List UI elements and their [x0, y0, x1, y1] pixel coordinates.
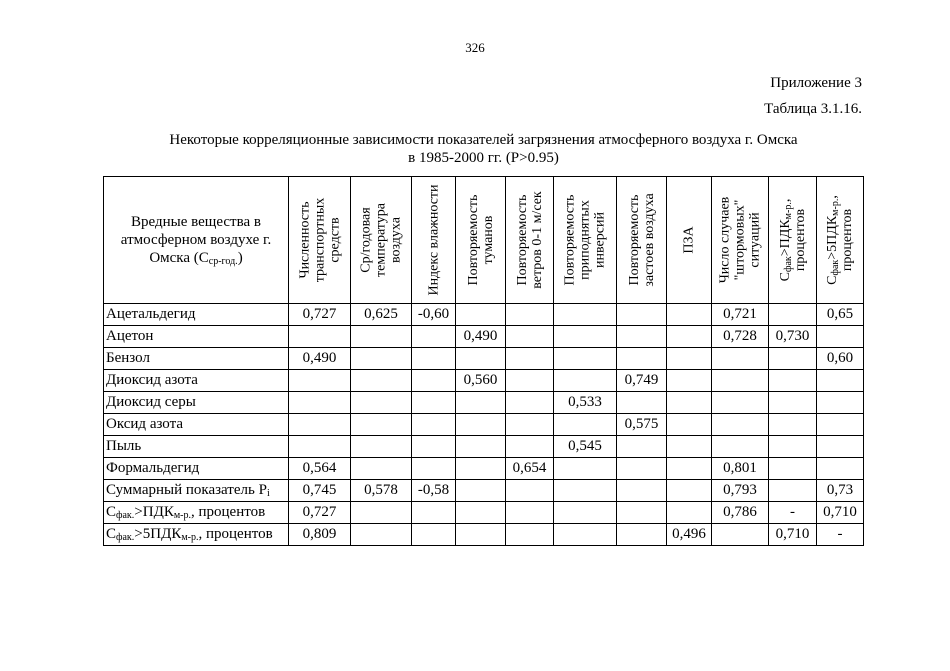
table-cell	[412, 414, 456, 436]
table-cell	[554, 348, 617, 370]
table-cell	[667, 304, 712, 326]
table-cell	[617, 392, 667, 414]
table-cell	[412, 348, 456, 370]
table-cell	[667, 480, 712, 502]
table-cell	[412, 370, 456, 392]
correlation-table	[103, 176, 864, 546]
table-cell	[412, 502, 456, 524]
table-cell	[456, 524, 506, 546]
table-cell	[506, 414, 554, 436]
table-cell	[289, 392, 351, 414]
table-caption	[103, 131, 864, 167]
row-name: $С_{фак.}>5ПДК_{м-р.}$, процентов	[104, 524, 289, 546]
table-cell	[817, 458, 864, 480]
table-cell	[412, 392, 456, 414]
table-cell	[817, 414, 864, 436]
table-cell	[617, 348, 667, 370]
row-name: Диоксид серы	[104, 392, 289, 414]
table-cell: 0,721	[712, 304, 769, 326]
table-cell	[667, 370, 712, 392]
table-cell	[289, 414, 351, 436]
table-cell: 0,625	[351, 304, 412, 326]
table-cell	[289, 326, 351, 348]
header-row	[104, 177, 864, 304]
table-cell	[769, 436, 817, 458]
table-cell	[289, 370, 351, 392]
table-cell	[506, 480, 554, 502]
table-cell: 0,533	[554, 392, 617, 414]
table-cell: 0,560	[456, 370, 506, 392]
table-cell: 0,654	[506, 458, 554, 480]
table-cell	[712, 414, 769, 436]
table-cell	[617, 480, 667, 502]
table-row	[104, 502, 864, 524]
header-col-1: Численность транспортных средств	[289, 177, 351, 304]
table-cell	[456, 392, 506, 414]
row-name: Пыль	[104, 436, 289, 458]
table-cell: -	[769, 502, 817, 524]
row-name: Суммарный показатель $P_i$	[104, 480, 289, 502]
table-cell	[412, 458, 456, 480]
row-name: Бензол	[104, 348, 289, 370]
table-cell	[351, 326, 412, 348]
table-cell	[554, 502, 617, 524]
table-cell	[769, 304, 817, 326]
table-cell	[667, 436, 712, 458]
table-cell: -	[817, 524, 864, 546]
table-cell: 0,727	[289, 502, 351, 524]
table-cell	[554, 458, 617, 480]
table-cell	[769, 458, 817, 480]
table-cell: 0,490	[456, 326, 506, 348]
page-number: 326	[465, 40, 485, 55]
table-cell: 0,496	[667, 524, 712, 546]
table-cell	[817, 436, 864, 458]
table-row	[104, 348, 864, 370]
table-row	[104, 304, 864, 326]
table-cell	[456, 458, 506, 480]
table-cell: 0,73	[817, 480, 864, 502]
table-cell: 0,575	[617, 414, 667, 436]
table-cell	[712, 392, 769, 414]
header-col-3: Индекс влажности	[412, 177, 456, 304]
table-cell	[506, 370, 554, 392]
row-name: Диоксид азота	[104, 370, 289, 392]
table-cell	[351, 458, 412, 480]
table-cell	[617, 326, 667, 348]
header-col-7: Повторяемость застоев воздуха	[617, 177, 667, 304]
table-cell	[506, 436, 554, 458]
table-cell	[554, 326, 617, 348]
table-cell	[506, 392, 554, 414]
table-cell	[667, 326, 712, 348]
table-cell	[351, 414, 412, 436]
table-cell	[712, 370, 769, 392]
table-cell	[506, 348, 554, 370]
table-cell	[667, 414, 712, 436]
table-cell: 0,545	[554, 436, 617, 458]
table-cell	[667, 392, 712, 414]
table-cell	[506, 524, 554, 546]
table-cell	[456, 348, 506, 370]
header-col-6: Повторяемость приподнятых инверсий	[554, 177, 617, 304]
caption-line-1: Некоторые корреляционные зависимости показателей загрязнения атмосферного воздуха г. Омска	[169, 132, 798, 148]
table-cell: 0,730	[769, 326, 817, 348]
table-cell	[712, 436, 769, 458]
row-name: Ацетальдегид	[104, 304, 289, 326]
table-cell	[351, 502, 412, 524]
table-cell: 0,728	[712, 326, 769, 348]
table-cell	[351, 524, 412, 546]
table-cell	[351, 392, 412, 414]
table-cell	[817, 326, 864, 348]
table-row	[104, 436, 864, 458]
table-cell: 0,809	[289, 524, 351, 546]
table-cell: -0,60	[412, 304, 456, 326]
table-cell	[712, 348, 769, 370]
table-row	[104, 326, 864, 348]
table-cell	[617, 304, 667, 326]
table-cell	[667, 348, 712, 370]
header-col-4: Повторяемость туманов	[456, 177, 506, 304]
table-cell	[289, 436, 351, 458]
header-col-11: $С_{фак}>5ПДК_{м-р.}$, процентов	[817, 177, 864, 304]
table-cell	[506, 502, 554, 524]
table-cell	[554, 370, 617, 392]
table-cell: 0,749	[617, 370, 667, 392]
table-row	[104, 458, 864, 480]
table-cell	[456, 480, 506, 502]
table-cell: -0,58	[412, 480, 456, 502]
table-cell	[617, 524, 667, 546]
table-cell	[769, 480, 817, 502]
table-cell	[456, 304, 506, 326]
header-col-5: Повторяемость ветров 0-1 м/сек	[506, 177, 554, 304]
table-cell	[506, 304, 554, 326]
header-col-8: ПЗА	[667, 177, 712, 304]
table-cell	[554, 414, 617, 436]
table-cell	[412, 326, 456, 348]
table-cell	[769, 348, 817, 370]
row-name: Ацетон	[104, 326, 289, 348]
table-cell	[351, 370, 412, 392]
table-cell	[554, 524, 617, 546]
table-cell: 0,793	[712, 480, 769, 502]
header-corner: Вредные вещества в атмосферном воздухе г. Омска $(С_{ср-год.})$	[104, 177, 289, 304]
header-col-2: Ср/годовая температура воздуха	[351, 177, 412, 304]
table-cell	[817, 392, 864, 414]
table-cell: 0,65	[817, 304, 864, 326]
table-cell	[351, 436, 412, 458]
table-cell	[617, 458, 667, 480]
table-row	[104, 370, 864, 392]
table-cell	[351, 348, 412, 370]
table-number: Таблица 3.1.16.	[764, 101, 862, 117]
table-cell: 0,578	[351, 480, 412, 502]
table-cell	[456, 502, 506, 524]
table-cell	[769, 414, 817, 436]
table-cell	[617, 436, 667, 458]
table-cell	[667, 502, 712, 524]
caption-line-2: в 1985-2000 гг. (P>0.95)	[408, 150, 559, 166]
table-cell: 0,490	[289, 348, 351, 370]
table-cell: 0,710	[817, 502, 864, 524]
header-col-9: Число случаев "штормовых" ситуаций	[712, 177, 769, 304]
table-cell	[817, 370, 864, 392]
table-cell	[554, 304, 617, 326]
row-name: Формальдегид	[104, 458, 289, 480]
appendix-label: Приложение 3	[770, 75, 862, 91]
table-cell	[617, 502, 667, 524]
table-row	[104, 524, 864, 546]
table-cell	[554, 480, 617, 502]
table-cell	[667, 458, 712, 480]
table-cell: 0,727	[289, 304, 351, 326]
table-cell	[712, 524, 769, 546]
table-cell	[412, 524, 456, 546]
table-cell	[769, 392, 817, 414]
table-cell: 0,786	[712, 502, 769, 524]
table-cell	[456, 414, 506, 436]
table-row	[104, 392, 864, 414]
row-name: $С_{фак.}>ПДК_{м-р.}$, процентов	[104, 502, 289, 524]
table-cell: 0,60	[817, 348, 864, 370]
table-cell: 0,710	[769, 524, 817, 546]
table-cell	[456, 436, 506, 458]
table-cell: 0,801	[712, 458, 769, 480]
table-row	[104, 480, 864, 502]
table-cell	[506, 326, 554, 348]
table-cell: 0,745	[289, 480, 351, 502]
row-name: Оксид азота	[104, 414, 289, 436]
header-col-10: $С_{фак}>ПДК_{м-р.}$, процентов	[769, 177, 817, 304]
table-cell: 0,564	[289, 458, 351, 480]
table-cell	[769, 370, 817, 392]
table-row	[104, 414, 864, 436]
table-cell	[412, 436, 456, 458]
